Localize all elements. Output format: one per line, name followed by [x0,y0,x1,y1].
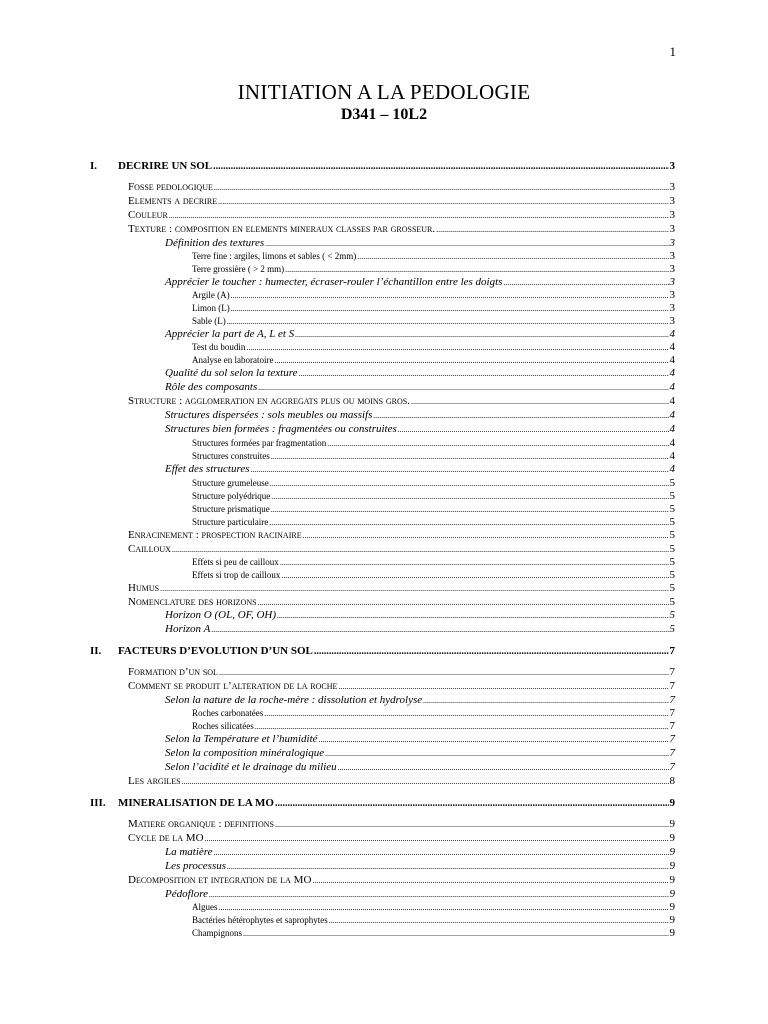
toc-page-number: 5 [669,477,675,489]
toc-leader-dots [218,197,668,206]
toc-leader-dots [211,625,668,634]
toc-page-number: 9 [669,797,675,809]
toc-entry[interactable] [128,209,675,221]
toc-leader-dots [214,848,669,857]
toc-page-number: 3 [669,315,675,327]
toc-entry[interactable] [165,609,675,621]
toc-leader-dots [338,682,668,691]
toc-entry[interactable] [128,223,675,235]
toc-entry[interactable] [165,623,675,635]
toc-leader-dots [265,239,668,248]
toc-page-number: 4 [669,381,675,393]
toc-page-number: 7 [669,747,675,759]
toc-page-number: 4 [669,328,675,340]
toc-leader-dots [258,598,669,607]
toc-entry[interactable] [128,596,675,608]
toc-page-number: 5 [669,569,675,581]
toc-leader-dots [227,317,669,326]
toc-page-number: 8 [669,775,675,787]
toc-entry-title: Pédoflore [165,888,208,900]
toc-entry[interactable] [128,395,675,407]
toc-entry[interactable] [192,720,675,732]
toc-section-heading[interactable] [90,160,675,172]
toc-entry[interactable] [192,450,675,462]
toc-page-number: 5 [669,516,675,528]
toc-page-number: 4 [669,423,675,435]
toc-page-number: 3 [669,302,675,314]
toc-entry[interactable] [192,556,675,568]
toc-entry-title: Structure particulaire [192,517,269,527]
toc-entry[interactable] [165,381,675,393]
toc-entry-title: Roches silicatées [192,721,254,731]
toc-entry-title: Structure : agglomeration en aggregats plus ou moins gros. [128,395,410,407]
toc-leader-dots [281,571,668,580]
toc-entry-title: Définition des textures [165,237,265,249]
toc-leader-dots [227,862,668,871]
toc-entry-title: Fosse pedologique [128,181,213,193]
toc-section-number: II. [90,645,102,657]
toc-page-number: 9 [669,901,675,913]
toc-entry-title: Les processus [165,860,227,872]
toc-page-number: 3 [669,160,675,172]
toc-entry-title: Decomposition et integration de la MO [128,874,312,886]
toc-page-number: 3 [669,209,675,221]
toc-entry[interactable] [192,250,675,262]
toc-entry-title: Structure polyédrique [192,491,271,501]
toc-section-heading[interactable] [90,797,675,809]
toc-entry-title: FACTEURS D’EVOLUTION D’UN SOL [118,645,313,657]
toc-leader-dots [295,330,668,339]
toc-entry[interactable] [165,747,675,759]
toc-page-number: 4 [669,409,675,421]
toc-page-number: 4 [669,450,675,462]
toc-leader-dots [169,211,669,220]
toc-leader-dots [255,722,669,731]
toc-page-number: 9 [669,832,675,844]
toc-entry[interactable] [192,263,675,275]
toc-leader-dots [269,518,668,527]
toc-entry-title: Humus [128,582,160,594]
toc-page-number: 7 [669,680,675,692]
toc-leader-dots [231,291,669,300]
toc-page-number: 4 [669,354,675,366]
toc-leader-dots [243,929,668,938]
toc-entry-title: Nomenclature des horizons [128,596,257,608]
toc-page-number: 7 [669,645,675,657]
toc-leader-dots [213,161,668,172]
toc-entry-title: Cailloux [128,543,171,555]
toc-leader-dots [214,183,669,192]
toc-leader-dots [503,278,668,287]
toc-entry-title: Champignons [192,928,243,938]
toc-entry-title: Horizon A [165,623,211,635]
toc-section-heading[interactable] [90,645,675,657]
toc-entry[interactable] [128,195,675,207]
toc-page-number: 9 [669,927,675,939]
toc-leader-dots [325,749,668,758]
toc-page-number: 9 [669,914,675,926]
toc-page-number: 3 [669,195,675,207]
toc-entry-title: Sable (L) [192,316,226,326]
toc-entry-title: Analyse en laboratoire [192,355,274,365]
toc-entry[interactable] [128,680,675,692]
toc-page-number: 3 [669,223,675,235]
toc-page-number: 5 [669,623,675,635]
toc-leader-dots [246,343,668,352]
toc-entry-title: Structures dispersées : sols meubles ou massifs [165,409,373,421]
toc-entry-title: Texture : composition en elements mineraux classes par grosseur. [128,223,436,235]
toc-entry-title: Structures bien formées : fragmentées ou construites [165,423,397,435]
toc-leader-dots [209,890,669,899]
toc-entry-title: Argile (A) [192,290,230,300]
toc-leader-dots [251,465,669,474]
toc-leader-dots [182,777,669,786]
toc-leader-dots [160,584,668,593]
toc-page-number: 5 [669,609,675,621]
toc-entry-title: Effet des structures [165,463,250,475]
toc-entry[interactable] [192,503,675,515]
toc-page-number: 5 [669,503,675,515]
toc-leader-dots [231,304,669,313]
toc-entry[interactable] [128,775,675,787]
toc-entry-title: Terre grossière ( > 2 mm) [192,264,285,274]
toc-leader-dots [423,696,668,705]
toc-page-number: 9 [669,846,675,858]
toc-page-number: 4 [669,395,675,407]
toc-leader-dots [271,505,669,514]
toc-page-number: 3 [669,181,675,193]
toc-entry[interactable] [165,237,675,249]
toc-entry[interactable] [192,315,675,327]
toc-entry-title: Cycle de la MO [128,832,204,844]
toc-entry[interactable] [165,860,675,872]
toc-entry[interactable] [128,529,675,541]
toc-page-number: 7 [669,694,675,706]
toc-entry-title: Comment se produit l’alteration de la roche [128,680,338,692]
toc-leader-dots [299,369,669,378]
toc-entry[interactable] [128,666,675,678]
toc-leader-dots [280,558,669,567]
toc-entry[interactable] [128,818,675,830]
toc-entry[interactable] [192,437,675,449]
toc-leader-dots [398,425,669,434]
document-title: INITIATION A LA PEDOLOGIE [237,80,531,104]
toc-entry[interactable] [165,761,675,773]
toc-leader-dots [303,531,669,540]
toc-entry-title: La matière [165,846,213,858]
toc-page-number: 5 [669,596,675,608]
toc-page-number: 5 [669,529,675,541]
toc-leader-dots [314,646,669,657]
toc-page-number: 9 [669,888,675,900]
toc-page-number: 9 [669,818,675,830]
toc-leader-dots [338,763,669,772]
toc-page-number: 7 [669,720,675,732]
toc-leader-dots [274,356,668,365]
toc-page-number: 4 [669,437,675,449]
toc-entry-title: Les argiles [128,775,181,787]
toc-entry[interactable] [165,694,675,706]
toc-leader-dots [271,492,668,501]
toc-page-number: 7 [669,666,675,678]
toc-entry-title: Algues [192,902,218,912]
toc-entry[interactable] [128,874,675,886]
toc-entry-title: Horizon O (OL, OF, OH) [165,609,277,621]
toc-entry[interactable] [192,289,675,301]
toc-leader-dots [271,452,669,461]
toc-leader-dots [277,611,668,620]
toc-leader-dots [357,252,668,261]
toc-leader-dots [275,820,669,829]
toc-leader-dots [411,397,669,406]
toc-leader-dots [327,439,668,448]
toc-page-number: 3 [669,237,675,249]
page-number: 1 [669,44,676,59]
toc-leader-dots [312,876,668,885]
toc-page-number: 5 [669,543,675,555]
toc-section-number: III. [90,797,106,809]
toc-entry-title: Test du boudin [192,342,246,352]
toc-entry[interactable] [192,302,675,314]
toc-page-number: 4 [669,463,675,475]
toc-leader-dots [275,798,669,809]
toc-entry-title: Rôle des composants [165,381,258,393]
toc-entry-title: Effets si peu de cailloux [192,557,279,567]
toc-page-number: 7 [669,733,675,745]
toc-page-number: 5 [669,582,675,594]
toc-entry-title: Enracinement : prospection racinaire [128,529,302,541]
toc-entry-title: Effets si trop de cailloux [192,570,281,580]
toc-page-number: 4 [669,367,675,379]
toc-leader-dots [373,411,668,420]
toc-entry[interactable] [192,707,675,719]
toc-entry-title: Structure prismatique [192,504,270,514]
toc-entry-title: Selon la Température et l’humidité [165,733,318,745]
toc-entry[interactable] [165,409,675,421]
toc-entry-title: Apprécier le toucher : humecter, écraser-rouler l’échantillon entre les doigts [165,276,503,288]
toc-entry-title: Bactéries hétérophytes et saprophytes [192,915,328,925]
toc-entry[interactable] [192,490,675,502]
toc-leader-dots [205,834,669,843]
toc-entry-title: Structures construites [192,451,270,461]
toc-entry[interactable] [165,276,675,288]
toc-entry-title: Structure grumeleuse [192,478,269,488]
toc-entry-title: Formation d’un sol [128,666,218,678]
toc-entry-title: Selon la nature de la roche-mère : dissolution et hydrolyse [165,694,423,706]
toc-entry-title: Couleur [128,209,168,221]
toc-leader-dots [219,903,669,912]
toc-page-number: 3 [669,276,675,288]
toc-entry-title: MINERALISATION DE LA MO [118,797,274,809]
toc-entry[interactable] [192,341,675,353]
document-subtitle: D341 – 10L2 [340,106,428,123]
toc-entry[interactable] [192,901,675,913]
toc-leader-dots [172,545,669,554]
toc-entry-title: DECRIRE UN SOL [118,160,213,172]
toc-leader-dots [270,479,669,488]
toc-entry[interactable] [165,463,675,475]
toc-leader-dots [329,916,669,925]
toc-entry-title: Apprécier la part de A, L et S [165,328,295,340]
toc-page-number: 9 [669,860,675,872]
toc-entry-title: Roches carbonatées [192,708,264,718]
toc-entry[interactable] [165,328,675,340]
toc-entry-title: Selon l’acidité et le drainage du milieu [165,761,337,773]
toc-entry-title: Terre fine : argiles, limons et sables ( < 2mm) [192,251,357,261]
toc-page-number: 3 [669,289,675,301]
toc-entry[interactable] [165,888,675,900]
toc-entry[interactable] [192,477,675,489]
toc-entry-title: Matiere organique : definitions [128,818,274,830]
toc-entry-title: Limon (L) [192,303,230,313]
toc-section-number: I. [90,160,98,172]
toc-page-number: 7 [669,707,675,719]
toc-page-number: 7 [669,761,675,773]
toc-entry[interactable] [128,543,675,555]
toc-entry[interactable] [192,516,675,528]
toc-entry[interactable] [192,354,675,366]
toc-page-number: 4 [669,341,675,353]
toc-entry-title: Selon la composition minéralogique [165,747,325,759]
toc-entry[interactable] [165,733,675,745]
toc-leader-dots [319,735,669,744]
toc-entry-title: Structures formées par fragmentation [192,438,327,448]
toc-leader-dots [258,383,668,392]
toc-entry[interactable] [165,423,675,435]
toc-page-number: 3 [669,263,675,275]
toc-page-number: 9 [669,874,675,886]
toc-entry[interactable] [192,914,675,926]
toc-entry[interactable] [128,832,675,844]
toc-entry[interactable] [128,582,675,594]
toc-page-number: 5 [669,490,675,502]
toc-page-number: 3 [669,250,675,262]
toc-entry[interactable] [165,846,675,858]
toc-leader-dots [436,225,668,234]
toc-leader-dots [264,709,668,718]
toc-entry-title: Qualité du sol selon la texture [165,367,298,379]
toc-entry[interactable] [192,927,675,939]
toc-page-number: 5 [669,556,675,568]
toc-leader-dots [219,668,669,677]
toc-leader-dots [285,265,668,274]
toc-entry[interactable] [128,181,675,193]
toc-entry-title: Elements a decrire [128,195,218,207]
toc-entry[interactable] [192,569,675,581]
toc-entry[interactable] [165,367,675,379]
